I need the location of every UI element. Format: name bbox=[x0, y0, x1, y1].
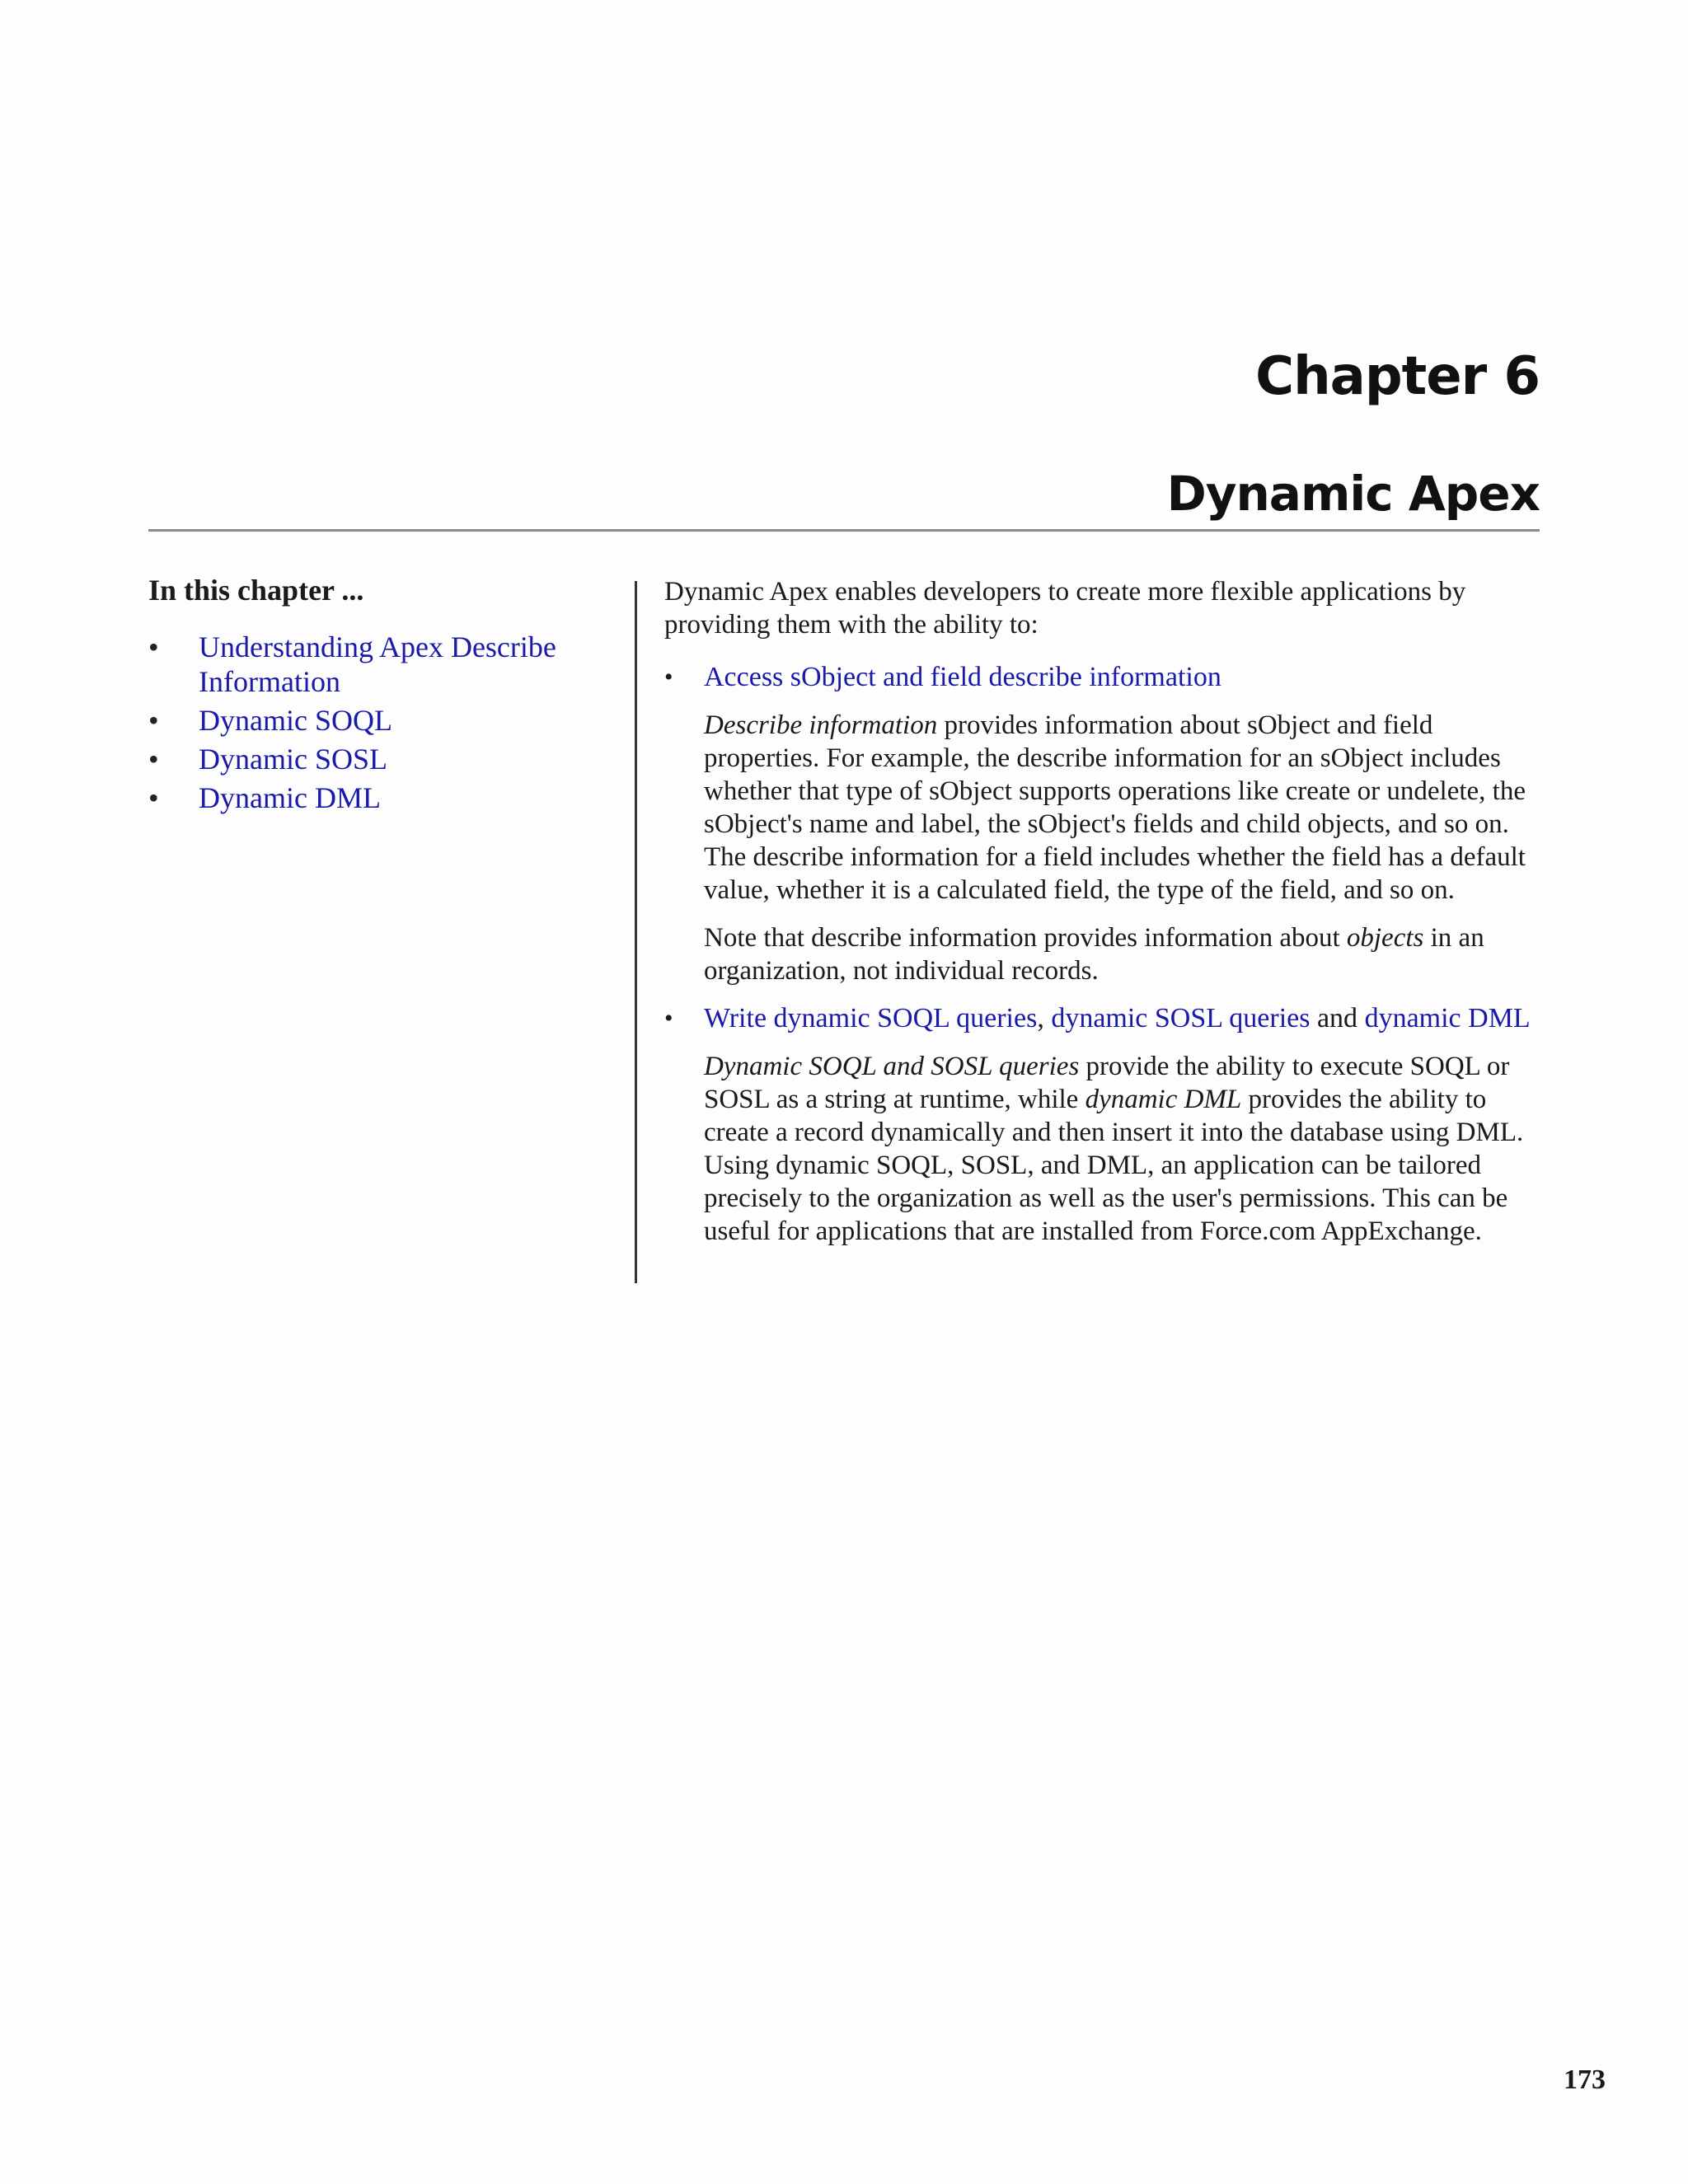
list-item bbox=[148, 630, 585, 699]
chapter-body bbox=[664, 575, 1541, 1263]
bullet-icon: • bbox=[148, 781, 159, 815]
emphasis: Describe information bbox=[704, 710, 938, 740]
paragraph-text: provide the ability to execute SOQL or SOSL as a string at runtime, while bbox=[704, 1052, 1510, 1114]
link-understanding-apex-describe[interactable]: Understanding Apex Describe Information bbox=[199, 630, 556, 699]
separator-text: and bbox=[1310, 1003, 1365, 1033]
link-dynamic-dml[interactable]: Dynamic DML bbox=[199, 781, 381, 815]
list-item bbox=[148, 742, 585, 776]
paragraph-text: provides the ability to create a record dynamically and then insert it into the database using DML. Using dynamic SOQL, SOSL, and DML, an application can be tailored precisely to the organization as well as the user's permissions. This can be useful for applications that are installed from Force.com AppExchange. bbox=[704, 1085, 1524, 1246]
link-dynamic-sosl-queries[interactable]: dynamic SOSL queries bbox=[1051, 1003, 1311, 1033]
chapter-contents-list bbox=[148, 630, 585, 815]
bullet-icon: • bbox=[664, 1005, 673, 1032]
feature-title bbox=[704, 661, 1541, 694]
title-divider bbox=[148, 529, 1540, 532]
bullet-icon: • bbox=[148, 630, 159, 664]
link-dynamic-sosl[interactable]: Dynamic SOSL bbox=[199, 743, 387, 776]
chapter-contents-sidebar bbox=[148, 573, 585, 819]
paragraph-text: provides information about sObject and field properties. For example, the describe information for an sObject includes whether that type of sObject supports operations like create or undelete, the sObject's name and label, the sObject's fields and child objects, and so on. The describe information for a field includes whether the field has a default value, whether it is a calculated field, the type of the field, and so on. bbox=[704, 710, 1526, 905]
link-dynamic-soql[interactable]: Dynamic SOQL bbox=[199, 704, 392, 738]
list-item bbox=[148, 780, 585, 815]
link-access-describe-information[interactable]: Access sObject and field describe information bbox=[704, 662, 1221, 692]
describe-paragraph bbox=[704, 709, 1541, 907]
intro-paragraph: Dynamic Apex enables developers to create more flexible applications by providing them with the ability to: bbox=[664, 577, 1466, 640]
separator-text: , bbox=[1037, 1003, 1052, 1033]
feature-dynamic-queries bbox=[664, 1002, 1541, 1248]
bullet-icon: • bbox=[148, 743, 159, 776]
paragraph-text: Note that describe information provides information about bbox=[704, 923, 1347, 953]
emphasis: Dynamic SOQL and SOSL queries bbox=[704, 1052, 1080, 1081]
page-number: 173 bbox=[1564, 2064, 1606, 2095]
bullet-icon: • bbox=[148, 704, 159, 738]
link-dynamic-dml-feature[interactable]: dynamic DML bbox=[1364, 1003, 1531, 1033]
feature-describe bbox=[664, 661, 1541, 987]
feature-title bbox=[704, 1002, 1541, 1035]
sidebar-heading: In this chapter ... bbox=[148, 574, 364, 607]
column-divider bbox=[635, 581, 637, 1283]
dynamic-queries-paragraph bbox=[704, 1050, 1541, 1248]
note-paragraph bbox=[704, 921, 1541, 987]
paragraph-text: in an organization, not individual records. bbox=[704, 923, 1484, 986]
emphasis: objects bbox=[1346, 923, 1424, 953]
chapter-title: Dynamic Apex bbox=[1166, 466, 1540, 522]
bullet-icon: • bbox=[664, 663, 673, 691]
list-item bbox=[148, 703, 585, 738]
emphasis: dynamic DML bbox=[1085, 1085, 1242, 1114]
chapter-number: Chapter 6 bbox=[1255, 346, 1540, 407]
link-dynamic-soql-queries[interactable]: Write dynamic SOQL queries bbox=[704, 1003, 1038, 1033]
